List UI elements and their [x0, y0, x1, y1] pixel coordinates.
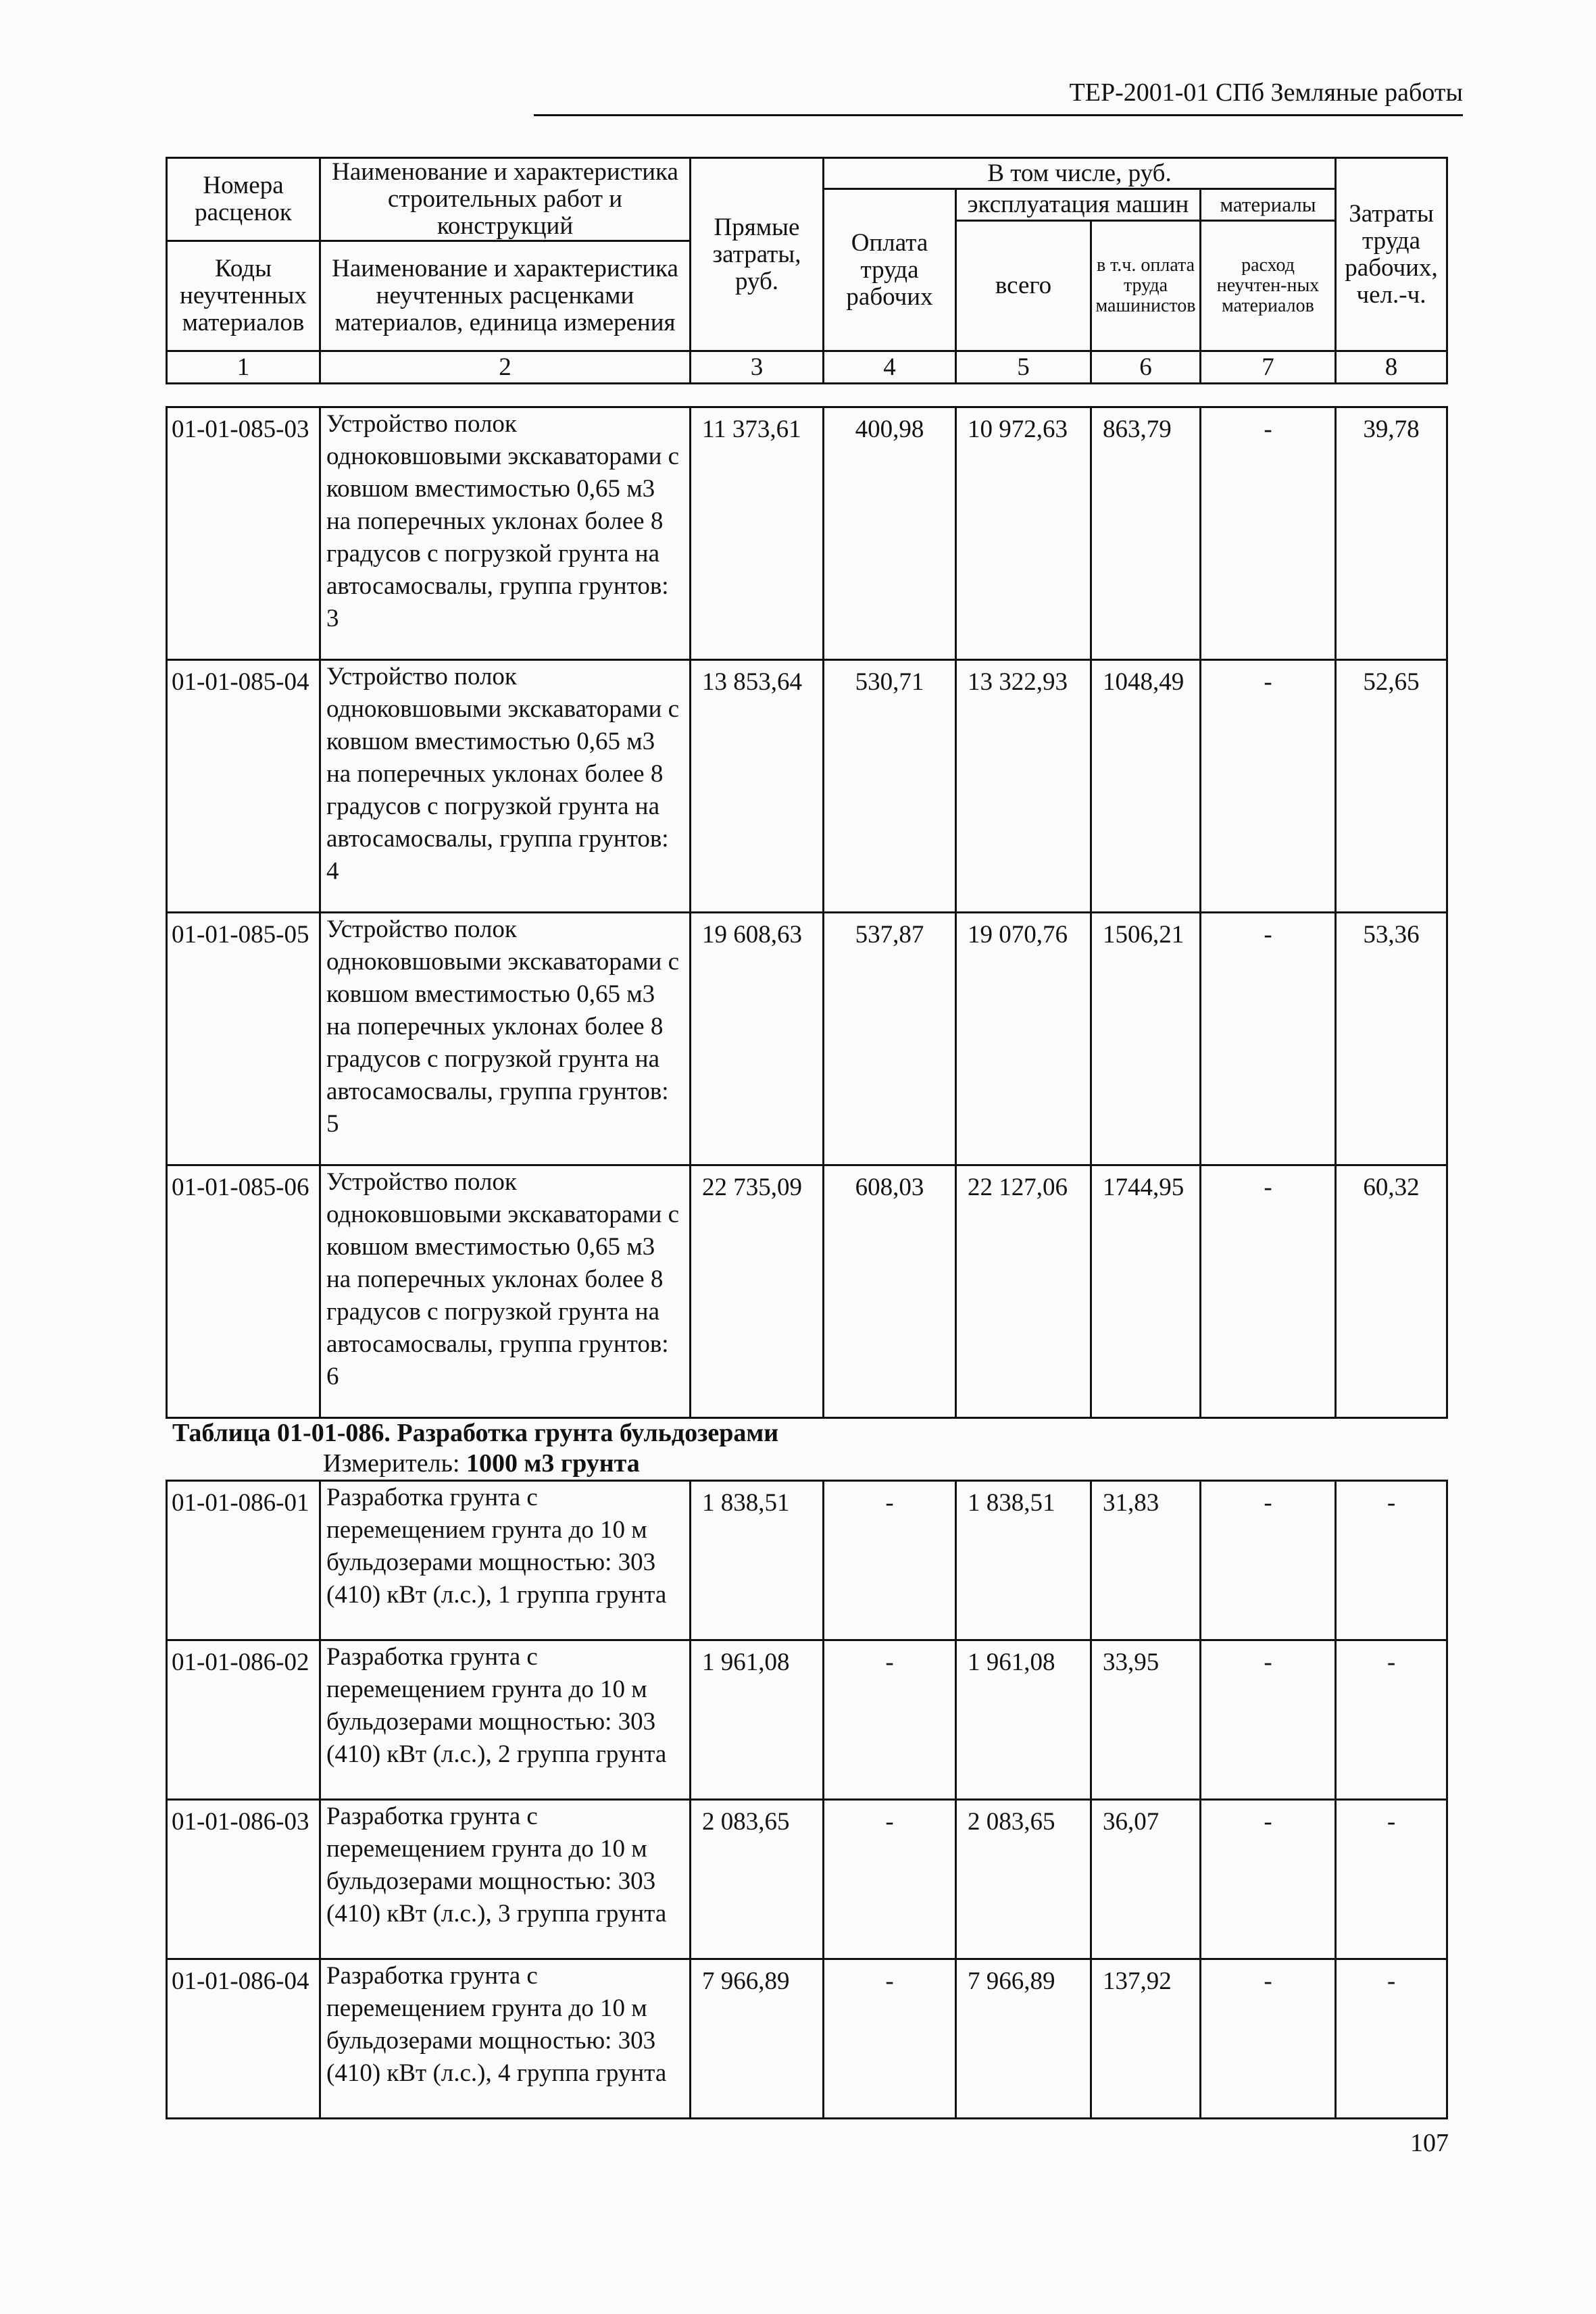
machines-total: 19 070,76: [956, 913, 1091, 1165]
column-number: 7: [1201, 351, 1336, 384]
rate-code: 01-01-085-04: [167, 660, 320, 913]
table-row: [167, 660, 1447, 913]
labor-hours: 39,78: [1336, 407, 1447, 660]
unaccounted-materials: -: [1201, 1959, 1336, 2119]
header-name-bottom: Наименование и характеристика неучтенных расценками материалов, единица измерения: [320, 241, 691, 351]
machines-total: 13 322,93: [956, 660, 1091, 913]
table-row: [167, 913, 1447, 1165]
labor-pay: 530,71: [824, 660, 956, 913]
machinist-pay: 1048,49: [1091, 660, 1201, 913]
work-description: Разработка грунта с перемещением грунта до 10 м бульдозерами мощностью: 303 (410) кВт (л.с.), 3 группа грунта: [320, 1800, 691, 1959]
labor-hours: 53,36: [1336, 913, 1447, 1165]
price-table-085: [166, 406, 1448, 1419]
column-number: 2: [320, 351, 691, 384]
labor-pay: -: [824, 1800, 956, 1959]
labor-pay: -: [824, 1959, 956, 2119]
table-row: [167, 1640, 1447, 1800]
unaccounted-materials: -: [1201, 407, 1336, 660]
column-number: 5: [956, 351, 1091, 384]
header-including: В том числе, руб.: [824, 158, 1336, 189]
labor-pay: 608,03: [824, 1165, 956, 1418]
header-materials: материалы: [1201, 189, 1336, 221]
machinist-pay: 1744,95: [1091, 1165, 1201, 1418]
header-machine-operation: эксплуатация машин: [956, 189, 1201, 221]
labor-pay: 537,87: [824, 913, 956, 1165]
work-description: Разработка грунта с перемещением грунта до 10 м бульдозерами мощностью: 303 (410) кВт (л.с.), 4 группа грунта: [320, 1959, 691, 2119]
machines-total: 1 961,08: [956, 1640, 1091, 1800]
labor-pay: -: [824, 1481, 956, 1640]
table-caption: Таблица 01-01-086. Разработка грунта бульдозерами: [172, 1419, 779, 1447]
direct-costs: 1 838,51: [691, 1481, 824, 1640]
unaccounted-materials: -: [1201, 1800, 1336, 1959]
measure-value: 1000 м3 грунта: [466, 1449, 640, 1478]
machines-total: 7 966,89: [956, 1959, 1091, 2119]
work-description: Устройство полок одноковшовыми экскаваторами с ковшом вместимостью 0,65 м3 на поперечных уклонах более 8 градусов с погрузкой грунта на автосамосвалы, группа грунтов: 4: [320, 660, 691, 913]
direct-costs: 19 608,63: [691, 913, 824, 1165]
table-row: [167, 1165, 1447, 1418]
direct-costs: 7 966,89: [691, 1959, 824, 2119]
work-description: Устройство полок одноковшовыми экскаваторами с ковшом вместимостью 0,65 м3 на поперечных уклонах более 8 градусов с погрузкой грунта на автосамосвалы, группа грунтов: 3: [320, 407, 691, 660]
table-row: [167, 1959, 1447, 2119]
rate-code: 01-01-086-02: [167, 1640, 320, 1800]
work-description: Разработка грунта с перемещением грунта до 10 м бульдозерами мощностью: 303 (410) кВт (л.с.), 1 группа грунта: [320, 1481, 691, 1640]
machinist-pay: 1506,21: [1091, 913, 1201, 1165]
machines-total: 2 083,65: [956, 1800, 1091, 1959]
header-direct-costs: Прямые затраты, руб.: [691, 158, 824, 351]
column-header-table: [166, 157, 1448, 384]
rate-code: 01-01-086-04: [167, 1959, 320, 2119]
labor-hours: -: [1336, 1959, 1447, 2119]
column-number: 8: [1336, 351, 1447, 384]
rate-code: 01-01-085-03: [167, 407, 320, 660]
unaccounted-materials: -: [1201, 1165, 1336, 1418]
price-table-086: [166, 1480, 1448, 2119]
machinist-pay: 863,79: [1091, 407, 1201, 660]
rate-code: 01-01-085-06: [167, 1165, 320, 1418]
labor-hours: -: [1336, 1481, 1447, 1640]
labor-pay: -: [824, 1640, 956, 1800]
rate-code: 01-01-085-05: [167, 913, 320, 1165]
direct-costs: 11 373,61: [691, 407, 824, 660]
table-row: [167, 1800, 1447, 1959]
labor-pay: 400,98: [824, 407, 956, 660]
rate-code: 01-01-086-01: [167, 1481, 320, 1640]
work-description: Устройство полок одноковшовыми экскаваторами с ковшом вместимостью 0,65 м3 на поперечных уклонах более 8 градусов с погрузкой грунта на автосамосвалы, группа грунтов: 6: [320, 1165, 691, 1418]
unaccounted-materials: -: [1201, 1481, 1336, 1640]
column-number: 6: [1091, 351, 1201, 384]
rate-code: 01-01-086-03: [167, 1800, 320, 1959]
column-number: 1: [167, 351, 320, 384]
machines-total: 1 838,51: [956, 1481, 1091, 1640]
direct-costs: 1 961,08: [691, 1640, 824, 1800]
header-codes-top: Номера расценок: [167, 158, 320, 241]
machines-total: 22 127,06: [956, 1165, 1091, 1418]
measure-line: [323, 1448, 640, 1479]
table-row: [167, 1481, 1447, 1640]
machinist-pay: 137,92: [1091, 1959, 1201, 2119]
column-number: 3: [691, 351, 824, 384]
page-number: 107: [1410, 2129, 1449, 2157]
machinist-pay: 31,83: [1091, 1481, 1201, 1640]
unaccounted-materials: -: [1201, 1640, 1336, 1800]
direct-costs: 13 853,64: [691, 660, 824, 913]
machinist-pay: 36,07: [1091, 1800, 1201, 1959]
header-machines-total: всего: [956, 220, 1091, 351]
work-description: Устройство полок одноковшовыми экскаваторами с ковшом вместимостью 0,65 м3 на поперечных уклонах более 8 градусов с погрузкой грунта на автосамосвалы, группа грунтов: 5: [320, 913, 691, 1165]
column-number: 4: [824, 351, 956, 384]
machines-total: 10 972,63: [956, 407, 1091, 660]
labor-hours: 60,32: [1336, 1165, 1447, 1418]
machinist-pay: 33,95: [1091, 1640, 1201, 1800]
labor-hours: -: [1336, 1640, 1447, 1800]
unaccounted-materials: -: [1201, 913, 1336, 1165]
document-title: ТЕР-2001-01 СПб Земляные работы: [1069, 78, 1463, 107]
header-codes-bottom: Коды неучтенных материалов: [167, 241, 320, 351]
measure-label: Измеритель:: [323, 1449, 460, 1478]
header-unaccounted-materials: расход неучтен-ных материалов: [1201, 220, 1336, 351]
header-machinist-pay: в т.ч. оплата труда машинистов: [1091, 220, 1201, 351]
direct-costs: 2 083,65: [691, 1800, 824, 1959]
labor-hours: -: [1336, 1800, 1447, 1959]
table-row: [167, 407, 1447, 660]
header-labor-pay: Оплата труда рабочих: [824, 189, 956, 351]
header-name-top: Наименование и характеристика строительных работ и конструкций: [320, 158, 691, 241]
direct-costs: 22 735,09: [691, 1165, 824, 1418]
running-header: [534, 76, 1463, 116]
unaccounted-materials: -: [1201, 660, 1336, 913]
work-description: Разработка грунта с перемещением грунта до 10 м бульдозерами мощностью: 303 (410) кВт (л.с.), 2 группа грунта: [320, 1640, 691, 1800]
labor-hours: 52,65: [1336, 660, 1447, 913]
header-labor-hours: Затраты труда рабочих, чел.-ч.: [1336, 158, 1447, 351]
